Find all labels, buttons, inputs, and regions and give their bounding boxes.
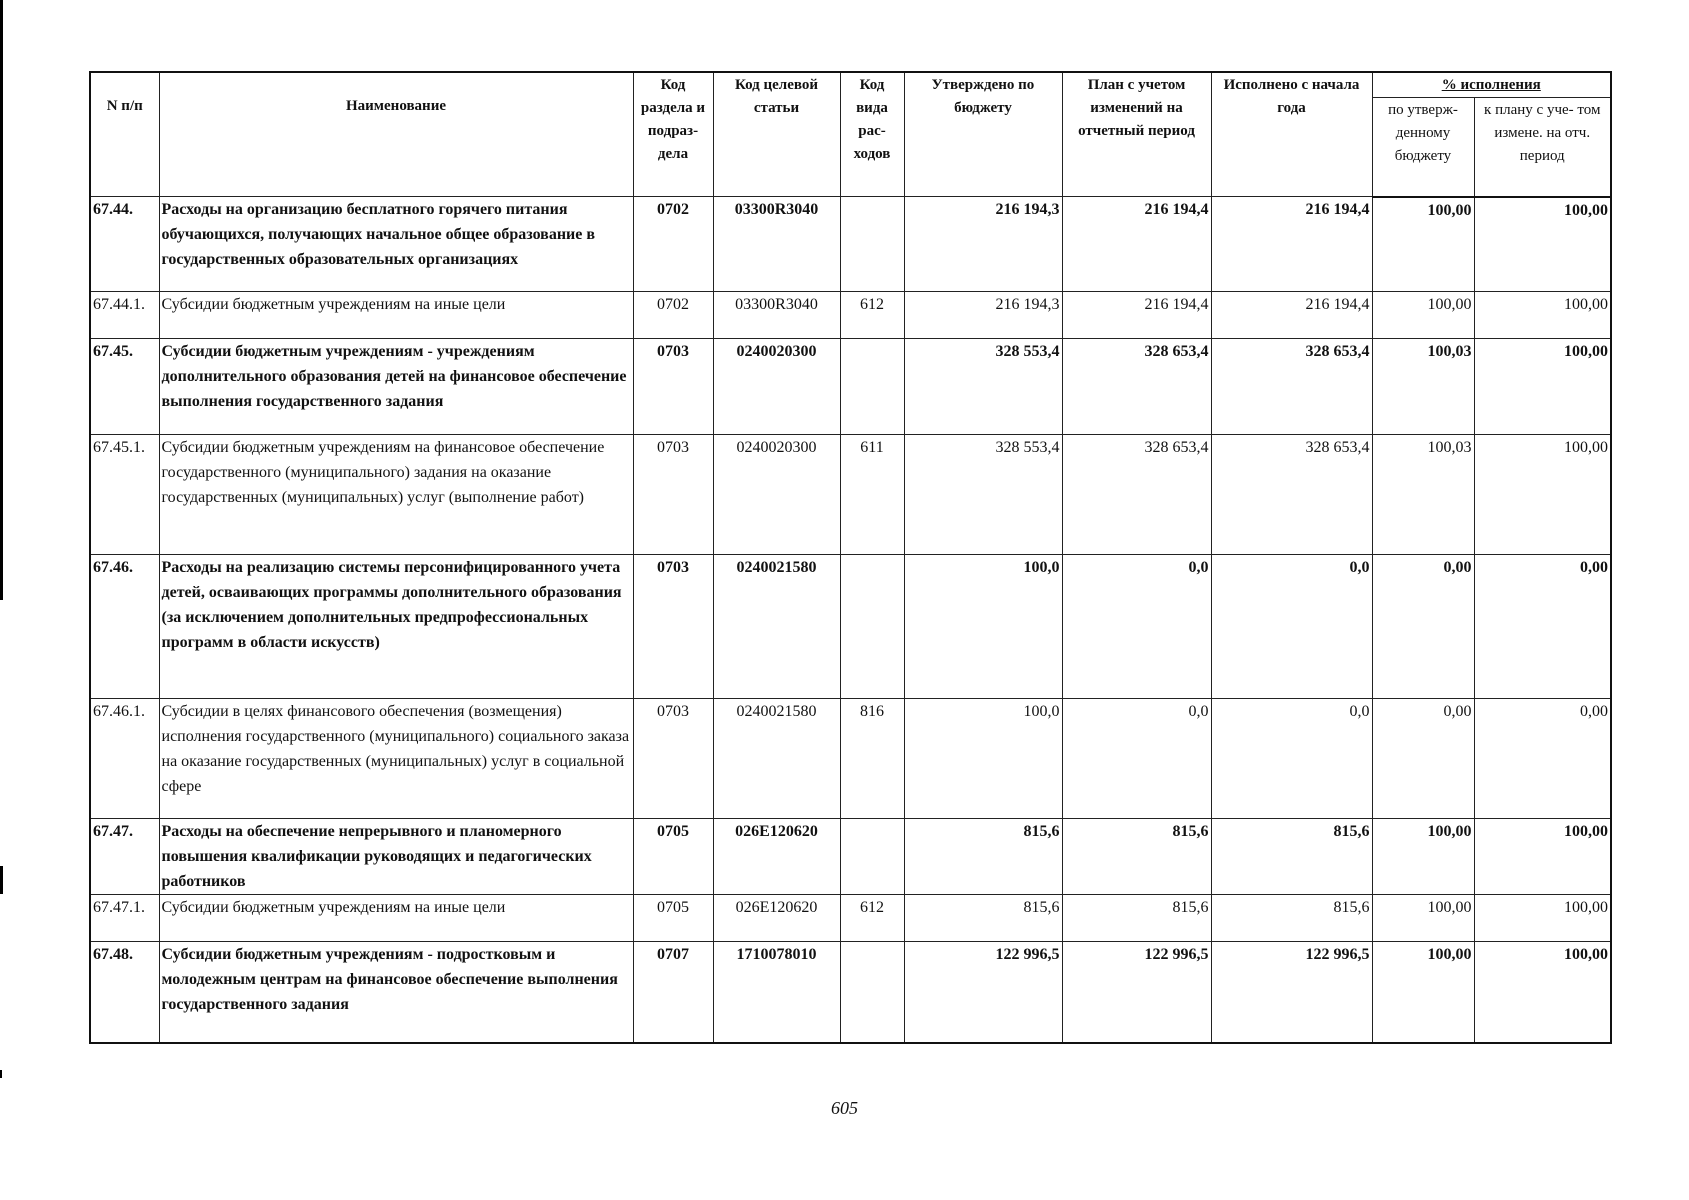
table-header (90, 72, 1611, 197)
header-percent-group: % исполнения (1372, 72, 1611, 98)
row-number: 67.44. (90, 197, 159, 292)
row-expense-code: 612 (840, 895, 904, 942)
row-plan: 815,6 (1062, 895, 1211, 942)
row-section-code: 0705 (633, 895, 713, 942)
row-approved: 815,6 (904, 895, 1062, 942)
row-expense-code: 816 (840, 699, 904, 819)
row-target-code: 1710078010 (713, 942, 840, 1043)
row-approved: 328 553,4 (904, 435, 1062, 555)
row-pct-plan: 0,00 (1474, 555, 1611, 699)
table-row (90, 895, 1611, 942)
row-executed: 216 194,4 (1211, 292, 1372, 339)
row-approved: 216 194,3 (904, 197, 1062, 292)
row-expense-code (840, 819, 904, 895)
row-name: Субсидии бюджетным учреждениям на финансовое обеспечение государственного (муниципального) задания на оказание государственных (муниципальных) услуг (выполнение работ) (159, 435, 633, 555)
row-name: Субсидии бюджетным учреждениям на иные цели (159, 292, 633, 339)
table-row (90, 699, 1611, 819)
row-expense-code: 611 (840, 435, 904, 555)
row-executed: 328 653,4 (1211, 339, 1372, 435)
row-plan: 328 653,4 (1062, 339, 1211, 435)
row-pct-plan: 100,00 (1474, 339, 1611, 435)
row-executed: 122 996,5 (1211, 942, 1372, 1043)
row-target-code: 03300R3040 (713, 292, 840, 339)
row-approved: 216 194,3 (904, 292, 1062, 339)
row-expense-code (840, 339, 904, 435)
row-number: 67.45.1. (90, 435, 159, 555)
row-target-code: 0240021580 (713, 699, 840, 819)
row-pct-plan: 100,00 (1474, 197, 1611, 292)
row-approved: 100,0 (904, 699, 1062, 819)
row-pct-plan: 100,00 (1474, 819, 1611, 895)
table-row (90, 292, 1611, 339)
row-number: 67.47.1. (90, 895, 159, 942)
row-pct-approved: 100,03 (1372, 435, 1474, 555)
row-approved: 100,0 (904, 555, 1062, 699)
row-section-code: 0703 (633, 435, 713, 555)
row-name: Расходы на реализацию системы персонифицированного учета детей, осваивающих программы дополнительного образования (за исключением дополнительных предпрофессиональных программ в области искусств) (159, 555, 633, 699)
row-plan: 0,0 (1062, 699, 1211, 819)
header-expense-code: Код вида рас- ходов (840, 72, 904, 197)
row-name: Субсидии бюджетным учреждениям на иные цели (159, 895, 633, 942)
row-plan: 815,6 (1062, 819, 1211, 895)
row-name: Расходы на обеспечение непрерывного и планомерного повышения квалификации руководящих и педагогических работников (159, 819, 633, 895)
row-section-code: 0707 (633, 942, 713, 1043)
row-approved: 328 553,4 (904, 339, 1062, 435)
row-number: 67.44.1. (90, 292, 159, 339)
row-pct-plan: 100,00 (1474, 895, 1611, 942)
header-plan: План с учетом изменений на отчетный период (1062, 72, 1211, 197)
row-executed: 216 194,4 (1211, 197, 1372, 292)
row-pct-approved: 0,00 (1372, 699, 1474, 819)
row-expense-code: 612 (840, 292, 904, 339)
row-number: 67.46.1. (90, 699, 159, 819)
table-row (90, 339, 1611, 435)
row-expense-code (840, 555, 904, 699)
row-plan: 216 194,4 (1062, 197, 1211, 292)
row-pct-approved: 100,00 (1372, 942, 1474, 1043)
row-section-code: 0705 (633, 819, 713, 895)
header-pct-plan: к плану с уче- том измене. на отч. период (1474, 98, 1611, 197)
table-row (90, 197, 1611, 292)
row-number: 67.47. (90, 819, 159, 895)
row-approved: 122 996,5 (904, 942, 1062, 1043)
row-pct-approved: 100,03 (1372, 339, 1474, 435)
row-section-code: 0702 (633, 197, 713, 292)
header-executed: Исполнено с начала года (1211, 72, 1372, 197)
row-expense-code (840, 942, 904, 1043)
row-name: Субсидии в целях финансового обеспечения (возмещения) исполнения государственного (муниципального) социального заказа на оказание государственных (муниципальных) услуг в социальной сфере (159, 699, 633, 819)
table-row (90, 942, 1611, 1043)
header-num: N п/п (90, 72, 159, 197)
table-row (90, 555, 1611, 699)
row-section-code: 0703 (633, 339, 713, 435)
row-number: 67.48. (90, 942, 159, 1043)
row-target-code: 026E120620 (713, 819, 840, 895)
row-pct-approved: 0,00 (1372, 555, 1474, 699)
row-target-code: 0240020300 (713, 435, 840, 555)
row-section-code: 0703 (633, 555, 713, 699)
table-row (90, 819, 1611, 895)
row-executed: 328 653,4 (1211, 435, 1372, 555)
budget-execution-table (89, 71, 1612, 1044)
row-pct-approved: 100,00 (1372, 819, 1474, 895)
row-pct-plan: 100,00 (1474, 942, 1611, 1043)
row-executed: 0,0 (1211, 555, 1372, 699)
row-number: 67.46. (90, 555, 159, 699)
row-target-code: 0240020300 (713, 339, 840, 435)
page-number: 605 (831, 1098, 858, 1118)
row-executed: 815,6 (1211, 895, 1372, 942)
row-target-code: 03300R3040 (713, 197, 840, 292)
row-plan: 328 653,4 (1062, 435, 1211, 555)
row-section-code: 0703 (633, 699, 713, 819)
row-pct-plan: 0,00 (1474, 699, 1611, 819)
row-executed: 0,0 (1211, 699, 1372, 819)
row-pct-plan: 100,00 (1474, 435, 1611, 555)
table-body (90, 197, 1611, 1043)
header-target-code: Код целевой статьи (713, 72, 840, 197)
header-section-code: Код раздела и подраз- дела (633, 72, 713, 197)
header-pct-approved: по утверж- денному бюджету (1372, 98, 1474, 197)
header-approved: Утверждено по бюджету (904, 72, 1062, 197)
row-target-code: 026E120620 (713, 895, 840, 942)
scan-edge-mark (0, 1070, 2, 1078)
row-pct-approved: 100,00 (1372, 197, 1474, 292)
row-approved: 815,6 (904, 819, 1062, 895)
row-pct-approved: 100,00 (1372, 292, 1474, 339)
table-row (90, 435, 1611, 555)
scan-edge-mark (0, 866, 3, 894)
row-section-code: 0702 (633, 292, 713, 339)
row-target-code: 0240021580 (713, 555, 840, 699)
row-name: Расходы на организацию бесплатного горячего питания обучающихся, получающих начальное общее образование в государственных образовательных организациях (159, 197, 633, 292)
row-plan: 216 194,4 (1062, 292, 1211, 339)
row-pct-plan: 100,00 (1474, 292, 1611, 339)
row-name: Субсидии бюджетным учреждениям - учреждениям дополнительного образования детей на финансовое обеспечение выполнения государственного задания (159, 339, 633, 435)
row-executed: 815,6 (1211, 819, 1372, 895)
row-pct-approved: 100,00 (1372, 895, 1474, 942)
header-name: Наименование (159, 72, 633, 197)
row-name: Субсидии бюджетным учреждениям - подростковым и молодежным центрам на финансовое обеспечение выполнения государственного задания (159, 942, 633, 1043)
row-plan: 122 996,5 (1062, 942, 1211, 1043)
row-expense-code (840, 197, 904, 292)
row-number: 67.45. (90, 339, 159, 435)
scan-edge-mark (0, 0, 3, 600)
row-plan: 0,0 (1062, 555, 1211, 699)
